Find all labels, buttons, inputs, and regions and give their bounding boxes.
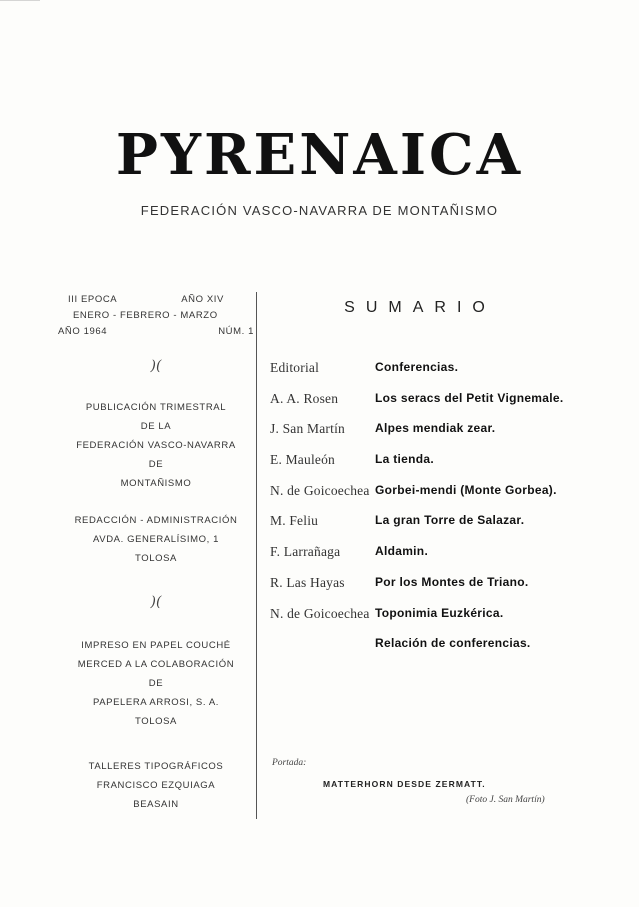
contents-entry <box>270 606 570 637</box>
publication-info-column <box>58 292 254 814</box>
entry-author: A. A. Rosen <box>270 390 339 406</box>
entry-title: Aldamin. <box>375 544 429 559</box>
entry-title: La gran Torre de Salazar. <box>375 513 525 528</box>
redaccion-line: AVDA. GENERALÍSIMO, 1 <box>93 534 219 545</box>
impreso-line: MERCED A LA COLABORACIÓN <box>77 659 235 670</box>
publication-line: DE <box>148 459 164 470</box>
table-of-contents <box>270 360 570 667</box>
publication-block <box>58 398 254 493</box>
federation-subtitle: FEDERACIÓN VASCO-NAVARRA DE MONTAÑISMO <box>140 203 499 218</box>
epoca-text: III EPOCA <box>68 294 118 305</box>
entry-author: N. de Goicoechea <box>270 482 370 498</box>
entry-title: Alpes mendiak zear. <box>375 421 496 436</box>
entry-title: La tienda. <box>375 452 435 467</box>
entry-author: F. Larrañaga <box>270 544 341 560</box>
contents-entry <box>270 391 570 422</box>
year-row <box>58 324 254 340</box>
redaccion-block <box>58 511 254 568</box>
talleres-block <box>58 757 254 814</box>
months-text: ENERO - FEBRERO - MARZO <box>73 310 218 321</box>
entry-author: Editorial <box>270 360 320 375</box>
entry-title: Toponimia Euzkérica. <box>375 605 504 620</box>
months-row <box>58 308 254 324</box>
contents-entry <box>270 575 570 606</box>
contents-entry <box>270 636 570 667</box>
anio-label-text: AÑO XIV <box>181 294 224 305</box>
contents-entry <box>270 452 570 483</box>
entry-author: M. Feliu <box>270 513 319 529</box>
masthead-title: PYRENAICA <box>115 122 524 188</box>
contents-entry <box>270 544 570 575</box>
publication-line: FEDERACIÓN VASCO-NAVARRA <box>76 440 236 451</box>
entry-title: Los seracs del Petit Vignemale. <box>375 390 564 405</box>
sumario-heading: SUMARIO <box>344 299 496 316</box>
contents-entry <box>270 360 570 391</box>
entry-title: Por los Montes de Triano. <box>375 574 529 589</box>
contents-entry <box>270 421 570 452</box>
impreso-line: PAPELERA ARROSI, S. A. <box>92 697 220 708</box>
impreso-line: DE <box>148 678 164 689</box>
cover-photo-title: MATTERHORN DESDE ZERMATT. <box>323 779 486 789</box>
entry-author: J. San Martín <box>270 421 345 437</box>
entry-title: Conferencias. <box>375 360 459 374</box>
talleres-line: FRANCISCO EZQUIAGA <box>96 780 216 791</box>
publication-line: MONTAÑISMO <box>120 478 192 489</box>
column-divider <box>256 292 257 819</box>
impreso-line: IMPRESO EN PAPEL COUCHÉ <box>81 640 231 651</box>
redaccion-line: REDACCIÓN - ADMINISTRACIÓN <box>74 515 238 526</box>
scan-edge-mark <box>0 0 40 9</box>
epoca-row <box>58 292 254 308</box>
ornament-divider: )( <box>150 594 162 610</box>
entry-author: R. Las Hayas <box>270 574 345 590</box>
talleres-line: TALLERES TIPOGRÁFICOS <box>88 761 224 772</box>
issue-number: NÚM. 1 <box>218 326 254 337</box>
ornament-divider: )( <box>150 358 162 374</box>
publication-line: PUBLICACIÓN TRIMESTRAL <box>85 402 227 413</box>
impreso-line: TOLOSA <box>135 716 177 727</box>
cover-photo-label: Portada: <box>272 758 307 768</box>
contents-entry <box>270 483 570 514</box>
entry-author: N. de Goicoechea <box>270 605 370 621</box>
entry-title: Relación de conferencias. <box>375 636 531 651</box>
redaccion-line: TOLOSA <box>135 553 177 564</box>
entry-author: E. Mauleón <box>270 452 335 468</box>
publication-line: DE LA <box>140 421 172 432</box>
entry-title: Gorbei-mendi (Monte Gorbea). <box>375 482 557 497</box>
contents-entry <box>270 513 570 544</box>
cover-photo-credit: (Foto J. San Martín) <box>466 795 545 805</box>
year-text: AÑO 1964 <box>58 326 108 337</box>
talleres-line: BEASAIN <box>133 799 179 810</box>
impreso-block <box>58 636 254 731</box>
